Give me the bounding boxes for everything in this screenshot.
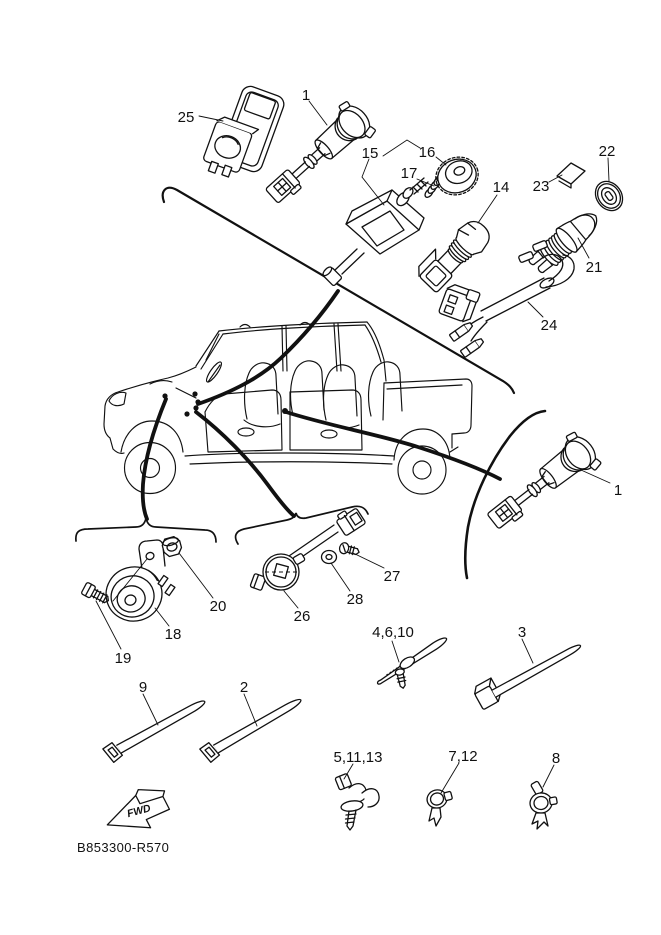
group-brackets xyxy=(76,506,368,544)
part-label-8: 8 xyxy=(551,750,561,767)
label-leader-lines xyxy=(96,101,610,793)
leader-curves xyxy=(143,291,500,519)
part-22-ring xyxy=(590,176,628,216)
part-14-main-switch xyxy=(414,213,495,296)
part-label-23: 23 xyxy=(532,178,550,195)
part-label-19: 19 xyxy=(114,650,132,667)
drawing-number: B853300-R570 xyxy=(77,840,170,855)
fwd-arrow-label: FWD xyxy=(125,802,153,821)
part-label-25: 25 xyxy=(177,109,195,126)
part-label-14: 14 xyxy=(492,179,510,196)
part-label-22: 22 xyxy=(598,143,616,160)
part-28-washer xyxy=(322,551,337,564)
part-label-24: 24 xyxy=(540,317,558,334)
part-8-clip xyxy=(528,781,558,829)
part-label-1-right: 1 xyxy=(613,482,623,499)
part-label-28: 28 xyxy=(346,591,364,608)
part-9-cable-tie xyxy=(102,694,209,764)
part-5-11-13-clip xyxy=(335,773,379,830)
part-label-1-top: 1 xyxy=(301,87,311,104)
vehicle-illustration xyxy=(104,322,472,494)
part-label-9: 9 xyxy=(138,679,148,696)
part-4-6-10-cable-tie-screw xyxy=(374,634,448,689)
part-label-27: 27 xyxy=(383,568,401,585)
part-label-15: 15 xyxy=(361,145,379,162)
part-15-switch-body xyxy=(321,178,428,286)
part-18-horn xyxy=(100,540,175,627)
part-label-18: 18 xyxy=(164,626,182,643)
part-25-relay-bracket xyxy=(200,84,286,182)
part-label-4-6-10: 4,6,10 xyxy=(372,624,414,641)
part-label-16: 16 xyxy=(418,144,436,161)
part-label-3: 3 xyxy=(517,624,527,641)
part-label-26: 26 xyxy=(293,608,311,625)
part-label-7-12: 7,12 xyxy=(448,748,478,765)
part-3-cable-tie-mount xyxy=(472,633,585,710)
part-1-socket-right xyxy=(479,428,604,540)
part-label-5-11-13: 5,11,13 xyxy=(333,749,383,766)
part-7-12-clip xyxy=(425,786,454,826)
part-label-20: 20 xyxy=(209,598,227,615)
part-label-17: 17 xyxy=(400,165,418,182)
part-label-21: 21 xyxy=(585,259,603,276)
part-label-2: 2 xyxy=(239,679,249,696)
part-2-cable-tie xyxy=(199,692,305,764)
fwd-direction-arrow xyxy=(101,783,173,838)
